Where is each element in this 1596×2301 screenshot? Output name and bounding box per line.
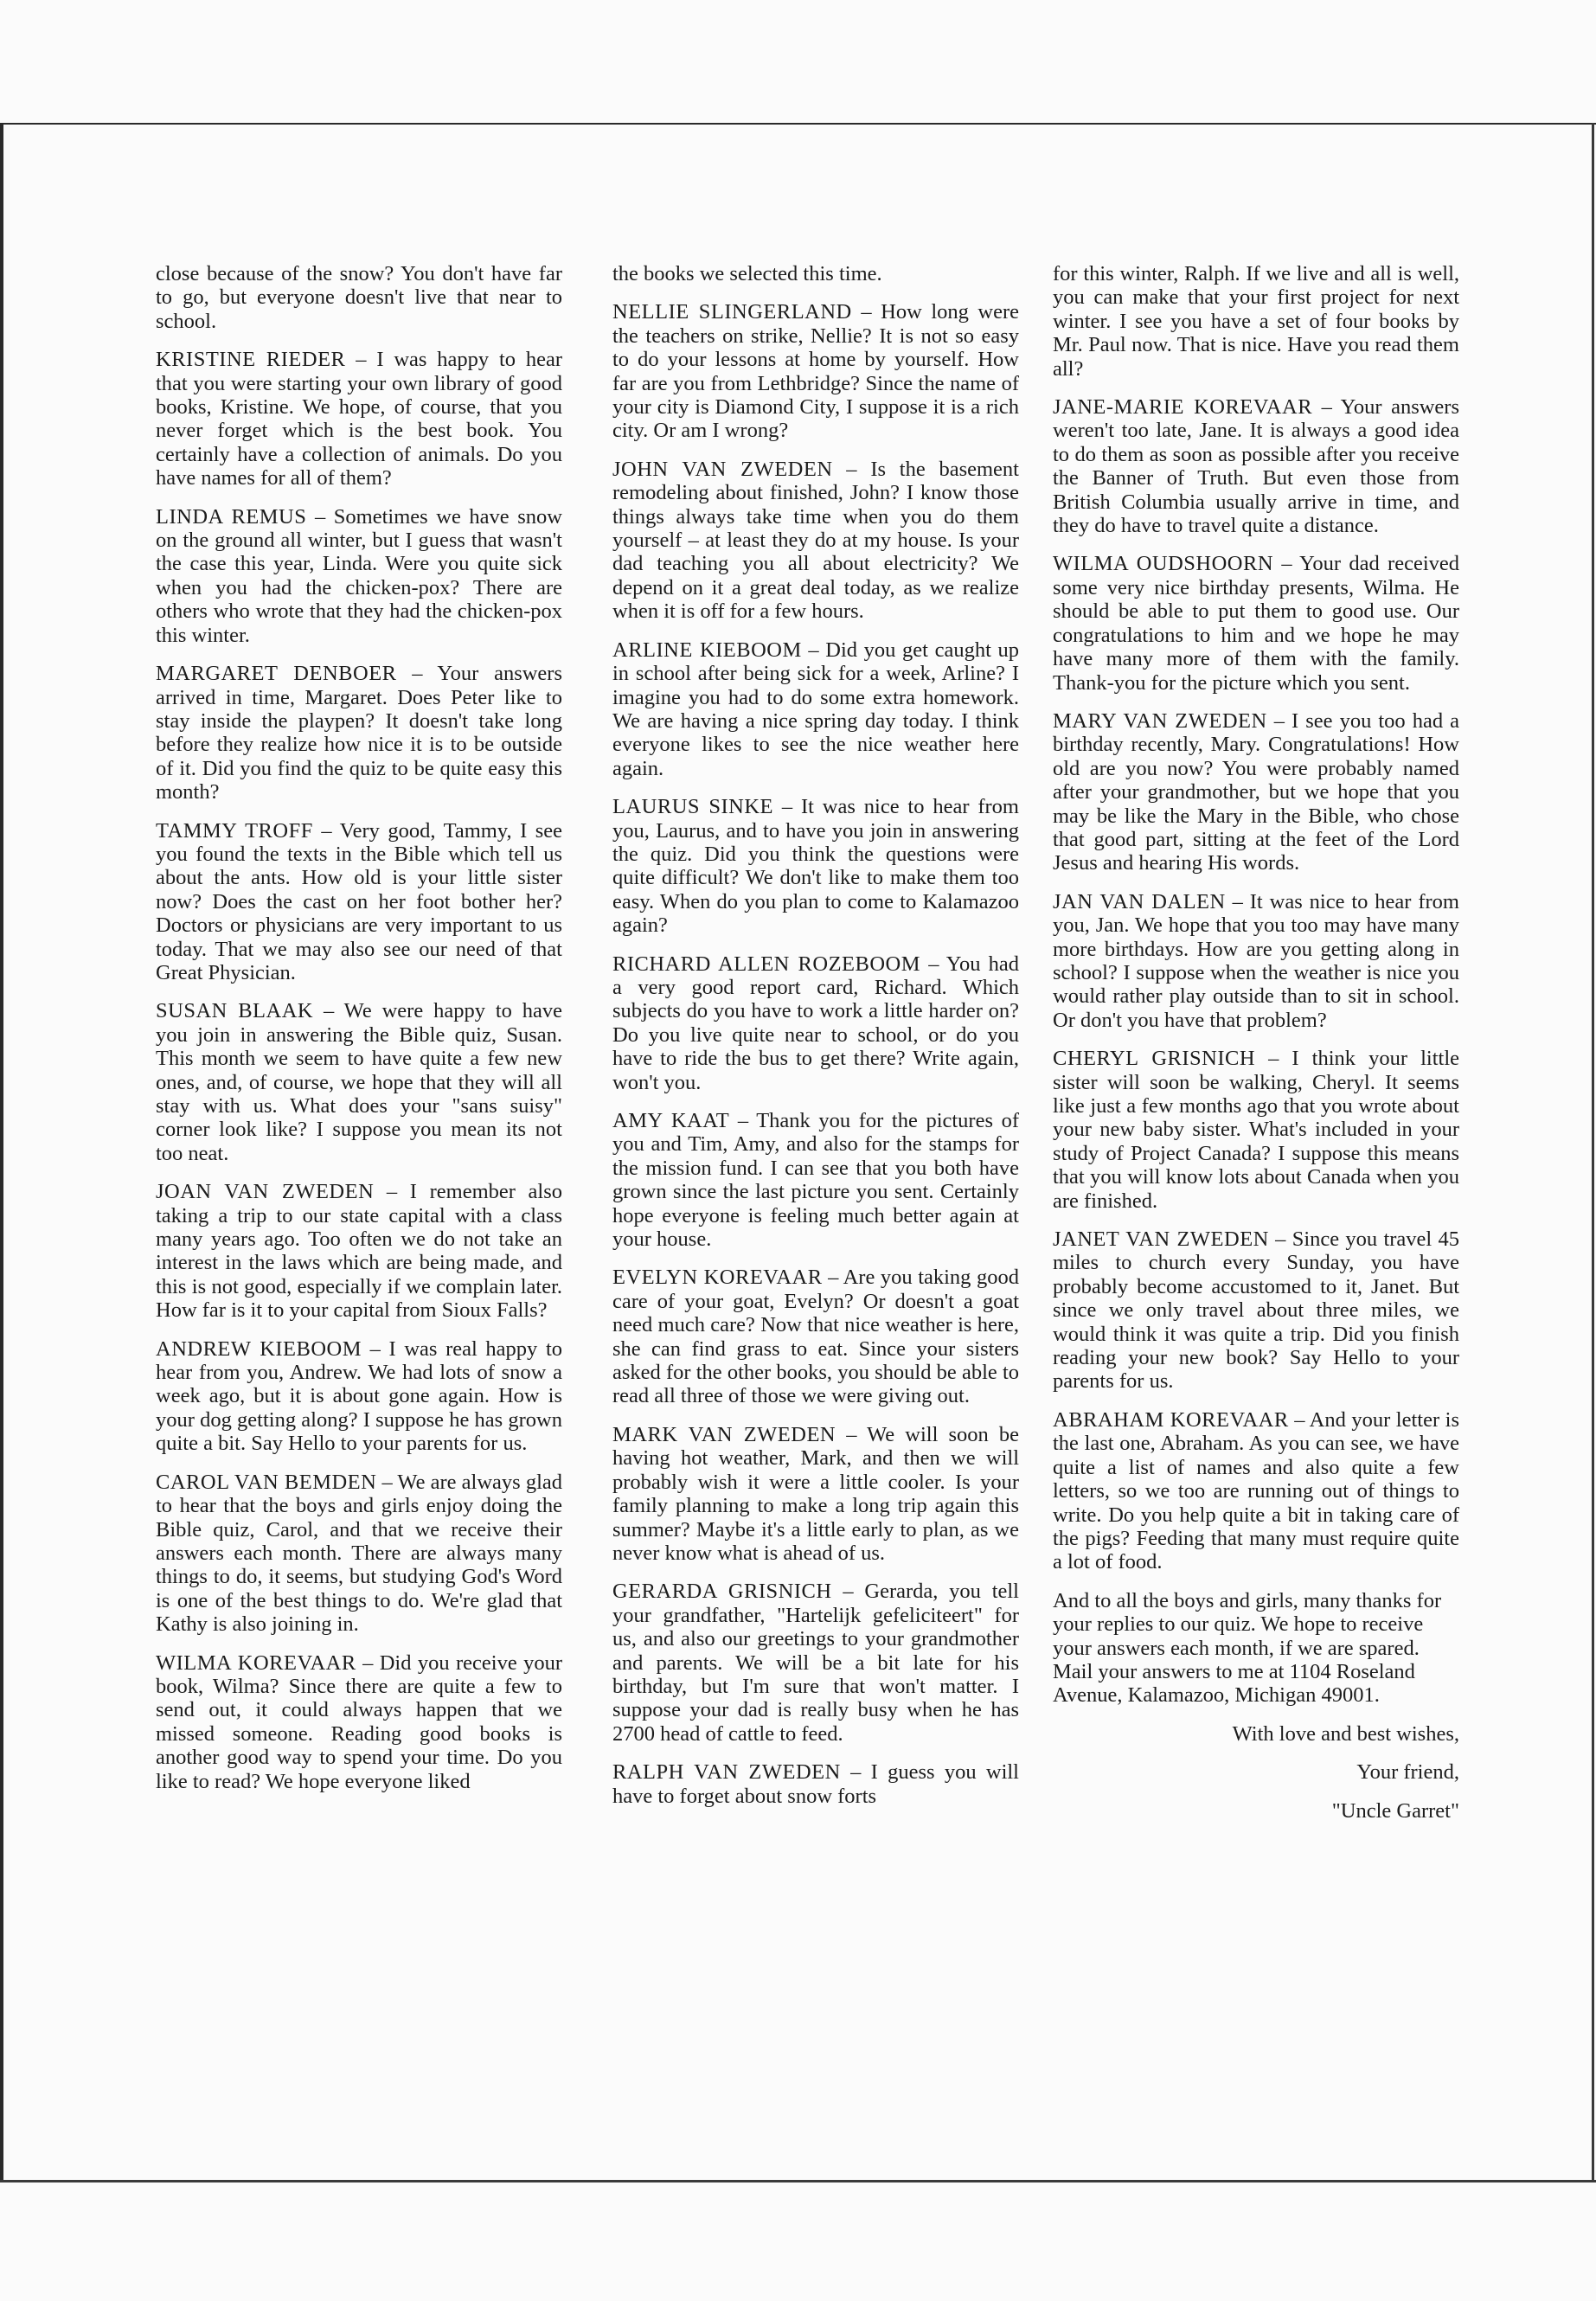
letter-wilma-korevaar [156, 1651, 562, 1793]
correspondent-name: ABRAHAM KOREVAAR [1053, 1407, 1289, 1432]
letter-margaret-denboer [156, 662, 562, 804]
correspondent-name: MARY VAN ZWEDEN [1053, 708, 1267, 733]
letter-text: – I remember also taking a trip to our state capital with a class many years ago. Too often we do not take an interest in the laws which are being made, and this is not good, especially if we complain later. How far is it to your capital from Sioux Falls? [156, 1180, 563, 1323]
correspondent-name: SUSAN BLAAK [156, 999, 314, 1023]
letter-text: – Did you receive your book, Wilma? Since there are quite a few to send out, it could always happen that we missed someone. Reading good books is another good way to spend your time. Do you like to read? We hope everyone liked [156, 1650, 563, 1793]
letter-text: – Are you taking good care of your goat, Evelyn? Or doesn't a goat need much care? Now that nice weather is here, she can find grass to eat. Since your sisters asked for the other books, you should be able to read all three of those we were giving out. [612, 1266, 1019, 1408]
correspondent-name: CAROL VAN BEMDEN [156, 1470, 377, 1494]
letter-text: – It was nice to hear from you, Jan. We hope that you too may have many more birthdays. How are you getting along in school? I suppose when the weather is nice you would rather play outside than to sit in school. Or don't you have that problem? [1053, 889, 1459, 1032]
letter-text: – And your letter is the last one, Abraham. As you can see, we have quite a list of names and also quite a few letters, so we too are running out of things to write. Do you help quite a bit in taking care of the pigs? Feeding that many must require quite a lot of food. [1053, 1407, 1460, 1574]
page-border-left [0, 123, 3, 2182]
letter-wilma-oudshoorn [1053, 552, 1459, 694]
paragraph-continuation: close because of the snow? You don't have far to go, but everyone doesn't live that near to school. [156, 262, 562, 333]
letter-laurus-sinke [612, 795, 1019, 937]
correspondent-name: JOAN VAN ZWEDEN [156, 1180, 375, 1204]
letter-gerarda-grisnich [612, 1580, 1019, 1746]
letter-text: – Your answers weren't too late, Jane. It is always a good idea to do them as soon as possible after you receive the Banner of Truth. But even those from British Columbia usually arrive in time, and they do have to travel quite a distance. [1053, 395, 1459, 538]
correspondent-name: GERARDA GRISNICH [612, 1580, 832, 1604]
correspondent-name: KRISTINE RIEDER [156, 348, 346, 372]
letter-text: – We were happy to have you join in answering the Bible quiz, Susan. This month we seem to have quite a few new ones, and, of course, we hope that they will all stay with us. What does your "sans suisy" corner look like? I suppose you mean its not too neat. [156, 999, 563, 1165]
letter-carol-van-bemden [156, 1471, 562, 1637]
letter-text: – I was real happy to hear from you, Andrew. We had lots of snow a week ago, but it is about gone again. How is your dog getting along? I suppose he has grown quite a bit. Say Hello to your parents for us. [156, 1336, 562, 1456]
letter-susan-blaak [156, 999, 562, 1165]
letter-cheryl-grisnich [1053, 1047, 1459, 1213]
letter-text: – You had a very good report card, Richard. Which subjects do you have to work a little harder on? Do you live quite near to school, or do you have to ride the bus to get there? Write again, won't you. [612, 952, 1019, 1094]
letter-amy-kaat [612, 1109, 1019, 1251]
letter-text: – Very good, Tammy, I see you found the texts in the Bible which tell us about the ants. How old is your little sister now? Does the cast on her foot bother her? Doctors or physicians are very important to us today. That we may also see our need of that Great Physician. [156, 818, 563, 984]
correspondent-name: NELLIE SLINGERLAND [612, 300, 852, 324]
correspondent-name: RALPH VAN ZWEDEN [612, 1760, 841, 1785]
correspondent-name: JANET VAN ZWEDEN [1053, 1227, 1269, 1252]
correspondent-name: JOHN VAN ZWEDEN [612, 457, 833, 481]
letter-text: – Since you travel 45 miles to church every Sunday, you have probably become accustomed to it, Janet. But since we only travel about three miles, we would think it was quite a trip. Did you finish reading your new book? Say Hello to your parents for us. [1053, 1227, 1460, 1394]
letter-text: – I think your little sister will soon be walking, Cheryl. It seems like just a few months ago that you wrote about your new baby sister. What's included in your study of Project Canada? I suppose this means that you will know lots about Canada when you are finished. [1053, 1047, 1460, 1213]
paragraph-continuation: for this winter, Ralph. If we live and all is well, you can make that your first project for next winter. I see you have a set of four books by Mr. Paul now. That is nice. Have you read them all? [1053, 262, 1459, 381]
signoff-line: With love and best wishes, [1232, 1721, 1459, 1746]
letter-text: – We will soon be having hot weather, Mark, and then we will probably wish it were a little cooler. Is your family planning to make a long trip again this summer? Maybe it's a little early to plan, as we never know what is ahead of us. [612, 1422, 1019, 1565]
correspondent-name: MARGARET DENBOER [156, 662, 397, 686]
letter-arline-kieboom [612, 638, 1019, 780]
correspondent-name: ANDREW KIEBOOM [156, 1336, 362, 1361]
letter-mary-van-zweden [1053, 709, 1459, 875]
correspondent-name: MARK VAN ZWEDEN [612, 1422, 836, 1446]
closing-paragraph: And to all the boys and girls, many thanks for your replies to our quiz. We hope to receive your answers each month, if we are spared. Mail your answers to me at 1104 Roseland Avenue, Kalamazoo, Michigan 49001. [1053, 1588, 1442, 1708]
letter-text: – Your answers arrived in time, Margaret. Does Peter like to stay inside the playpen? It doesn't take long before they realize how nice it is to be outside of it. Did you find the quiz to be quite easy this month? [156, 662, 563, 804]
correspondent-name: AMY KAAT [612, 1109, 730, 1132]
letter-jan-van-dalen [1053, 890, 1459, 1032]
correspondent-name: CHERYL GRISNICH [1053, 1047, 1256, 1071]
letter-text: – We are always glad to hear that the boys and girls enjoy doing the Bible quiz, Carol, and that we receive their answers each month. There are always many things to do, it seems, but studying God's Word is one of the best things to do. We're glad that Kathy is also joining in. [156, 1470, 562, 1637]
correspondent-name: LAURUS SINKE [612, 795, 774, 819]
letter-john-van-zweden [612, 458, 1019, 624]
letter-evelyn-korevaar [612, 1266, 1019, 1407]
correspondent-name: LINDA REMUS [156, 504, 307, 529]
page-border-bottom [0, 2180, 1596, 2182]
column-1 [156, 262, 562, 1808]
letter-abraham-korevaar [1053, 1408, 1459, 1574]
correspondent-name: WILMA OUDSHOORN [1053, 552, 1274, 576]
letter-ralph-van-zweden [612, 1760, 1019, 1808]
letter-text: – Your dad received some very nice birthday presents, Wilma. He should be able to put them to good use. Our congratulations to him and we hope he may have many more of them with the family. Thank-you for the picture which you sent. [1053, 552, 1459, 695]
signature: "Uncle Garret" [1331, 1798, 1459, 1823]
column-2 [612, 262, 1019, 1823]
correspondent-name: ARLINE KIEBOOM [612, 638, 802, 662]
correspondent-name: JANE-MARIE KOREVAAR [1053, 395, 1313, 420]
letter-text: – How long were the teachers on strike, Nellie? It is not so easy to do your lessons at home by yourself. How far are you from Lethbridge? Since the name of your city is Diamond City, I suppose it is a rich city. Or am I wrong? [612, 300, 1020, 443]
page-border-right [1592, 123, 1594, 2182]
letter-janet-van-zweden [1053, 1227, 1459, 1394]
correspondent-name: JAN VAN DALEN [1053, 889, 1226, 913]
letter-linda-remus [156, 505, 562, 647]
correspondent-name: WILMA KOREVAAR [156, 1650, 356, 1675]
page-border-top [0, 123, 1596, 125]
letter-text: – Sometimes we have snow on the ground all winter, but I guess that wasn't the case this year, Linda. Were you quite sick when you had the chicken-pox? There are others who wrote that they had the chicken-pox this winter. [156, 504, 562, 647]
column-3 [1053, 262, 1459, 1837]
letter-nellie-slingerland [612, 300, 1019, 442]
letter-joan-van-zweden [156, 1180, 562, 1322]
correspondent-name: EVELYN KOREVAAR [612, 1266, 823, 1290]
letter-text: – I was happy to hear that you were starting your own library of good books, Kristine. We hope, of course, that you never forget which is the best book. You certainly have a collection of animals. Do you have names for all of them? [156, 348, 563, 490]
letter-richard-allen-rozeboom [612, 952, 1019, 1094]
letter-andrew-kieboom [156, 1337, 562, 1456]
letter-kristine-rieder [156, 348, 562, 490]
correspondent-name: TAMMY TROFF [156, 818, 313, 843]
letter-tammy-troff [156, 819, 562, 985]
letter-text: – I guess you will have to forget about snow forts [612, 1760, 1019, 1808]
correspondent-name: RICHARD ALLEN ROZEBOOM [612, 952, 921, 976]
letter-text: – Gerarda, you tell your grandfather, "Hartelijk gefeliciteert" for us, and also our greetings to your grandmother and parents. We will be a bit late for his birthday, but I'm sure that won't matter. I suppose your dad is really busy when he has 2700 head of cattle to feed. [612, 1580, 1019, 1746]
signoff-friend: Your friend, [1356, 1760, 1459, 1785]
letter-text: – I see you too had a birthday recently, Mary. Congratulations! How old are you now? You were probably named after your grandmother, but we hope that you may be like the Mary in the Bible, who chose that good part, sitting at the feet of the Lord Jesus and hearing His words. [1053, 708, 1460, 875]
letter-mark-van-zweden [612, 1423, 1019, 1565]
letter-text: – It was nice to hear from you, Laurus, and to have you join in answering the quiz. Did you think the questions were quite difficult? We don't like to make them too easy. When do you plan to come to Kalamazoo again? [612, 795, 1019, 938]
paragraph-continuation: the books we selected this time. [612, 262, 882, 285]
letter-text: – Is the basement remodeling about finished, John? I know those things always take time when you do them yourself – at least they do at my house. Is your dad teaching you all about electricity? We depend on it a great deal today, as we realize when it is off for a few hours. [612, 457, 1019, 624]
letter-jane-marie-korevaar [1053, 395, 1459, 537]
letter-text: – Did you get caught up in school after being sick for a week, Arline? I imagine you had to do some extra homework. We are having a nice spring day today. I think everyone likes to see the nice weather here again. [612, 638, 1019, 780]
letter-text: – Thank you for the pictures of you and Tim, Amy, and also for the stamps for the mission fund. I can see that you both have grown since the last picture you sent. Certainly hope everyone is feeling much better again at your house. [612, 1109, 1020, 1252]
